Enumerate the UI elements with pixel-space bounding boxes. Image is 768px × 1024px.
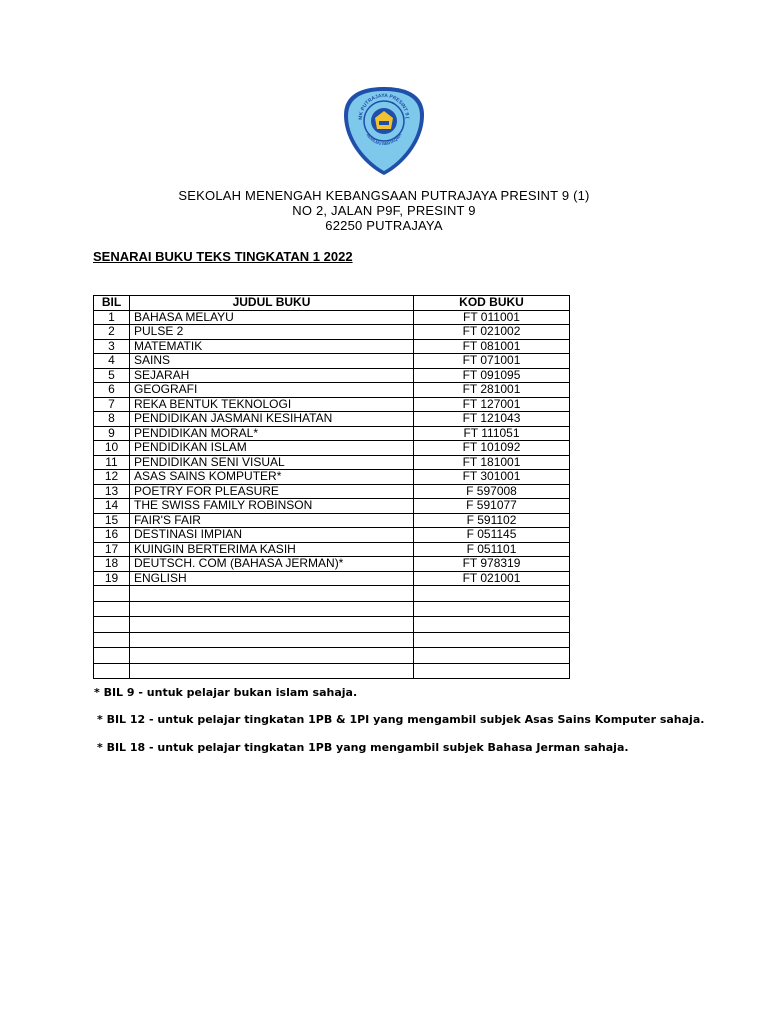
table-row (94, 354, 570, 369)
cell-judul-buku: PENDIDIKAN MORAL* (130, 426, 414, 441)
table-row (94, 513, 570, 528)
cell-bil: 3 (94, 339, 130, 354)
table-row (94, 397, 570, 412)
cell-kod-buku: FT 011001 (414, 310, 570, 325)
cell-bil (94, 663, 130, 679)
cell-judul-buku (130, 648, 414, 664)
cell-kod-buku (414, 601, 570, 617)
header-kod-buku: KOD BUKU (414, 296, 570, 311)
cell-kod-buku: FT 071001 (414, 354, 570, 369)
table-row (94, 632, 570, 648)
school-name: SEKOLAH MENENGAH KEBANGSAAN PUTRAJAYA PRESINT 9 (1) (178, 188, 590, 203)
cell-judul-buku (130, 632, 414, 648)
cell-kod-buku: FT 978319 (414, 557, 570, 572)
school-address-block (0, 188, 768, 233)
table-row (94, 617, 570, 633)
cell-bil: 16 (94, 528, 130, 543)
address-line-2: 62250 PUTRAJAYA (325, 218, 443, 233)
cell-bil: 7 (94, 397, 130, 412)
table-row (94, 310, 570, 325)
cell-bil: 5 (94, 368, 130, 383)
cell-bil: 8 (94, 412, 130, 427)
cell-judul-buku: PULSE 2 (130, 325, 414, 340)
header-judul-buku: JUDUL BUKU (130, 296, 414, 311)
cell-bil (94, 648, 130, 664)
cell-judul-buku: PENDIDIKAN ISLAM (130, 441, 414, 456)
school-crest-logo (342, 85, 426, 177)
table-row (94, 383, 570, 398)
cell-kod-buku (414, 617, 570, 633)
table-row (94, 325, 570, 340)
cell-bil: 12 (94, 470, 130, 485)
cell-judul-buku: BAHASA MELAYU (130, 310, 414, 325)
cell-judul-buku: POETRY FOR PLEASURE (130, 484, 414, 499)
cell-bil: 13 (94, 484, 130, 499)
table-row (94, 557, 570, 572)
cell-bil: 10 (94, 441, 130, 456)
cell-judul-buku: MATEMATIK (130, 339, 414, 354)
cell-bil: 2 (94, 325, 130, 340)
table-row (94, 339, 570, 354)
cell-bil: 4 (94, 354, 130, 369)
cell-kod-buku: F 597008 (414, 484, 570, 499)
cell-judul-buku: PENDIDIKAN SENI VISUAL (130, 455, 414, 470)
cell-kod-buku: FT 101092 (414, 441, 570, 456)
svg-text:BERILMU BERTAQWA: BERILMU BERTAQWA (365, 132, 403, 147)
cell-kod-buku (414, 648, 570, 664)
cell-judul-buku: ASAS SAINS KOMPUTER* (130, 470, 414, 485)
table-row (94, 601, 570, 617)
table-row (94, 648, 570, 664)
table-row (94, 470, 570, 485)
cell-judul-buku: SEJARAH (130, 368, 414, 383)
header-bil: BIL (94, 296, 130, 311)
cell-judul-buku (130, 601, 414, 617)
cell-judul-buku: FAIR'S FAIR (130, 513, 414, 528)
table-row (94, 441, 570, 456)
cell-kod-buku: FT 121043 (414, 412, 570, 427)
svg-text:SMK PUTRAJAYA PRESINT 9 (1): MK PUTRAJAYA PRESINT 9 ( (357, 92, 411, 120)
footnote-bil-12: * BIL 12 - untuk pelajar tingkatan 1PB & 1PI yang mengambil subjek Asas Sains Komputer sahaja. (97, 713, 705, 726)
cell-bil: 17 (94, 542, 130, 557)
cell-kod-buku: FT 111051 (414, 426, 570, 441)
table-row (94, 484, 570, 499)
cell-kod-buku: F 591077 (414, 499, 570, 514)
table-row (94, 455, 570, 470)
table-row (94, 571, 570, 586)
table-row (94, 499, 570, 514)
cell-kod-buku: F 051101 (414, 542, 570, 557)
cell-kod-buku: FT 301001 (414, 470, 570, 485)
table-body (94, 310, 570, 679)
cell-kod-buku (414, 586, 570, 602)
cell-kod-buku: F 591102 (414, 513, 570, 528)
cell-bil: 1 (94, 310, 130, 325)
cell-kod-buku: FT 021001 (414, 571, 570, 586)
cell-bil (94, 586, 130, 602)
cell-judul-buku: GEOGRAFI (130, 383, 414, 398)
table-row (94, 426, 570, 441)
table-header-row (94, 296, 570, 311)
cell-judul-buku: THE SWISS FAMILY ROBINSON (130, 499, 414, 514)
footnote-bil-18: * BIL 18 - untuk pelajar tingkatan 1PB yang mengambil subjek Bahasa Jerman sahaja. (97, 741, 629, 754)
cell-judul-buku: REKA BENTUK TEKNOLOGI (130, 397, 414, 412)
cell-judul-buku: PENDIDIKAN JASMANI KESIHATAN (130, 412, 414, 427)
cell-bil: 9 (94, 426, 130, 441)
cell-bil (94, 601, 130, 617)
table-row (94, 368, 570, 383)
cell-judul-buku: ENGLISH (130, 571, 414, 586)
cell-kod-buku: FT 281001 (414, 383, 570, 398)
table-row (94, 542, 570, 557)
address-line-1: NO 2, JALAN P9F, PRESINT 9 (292, 203, 476, 218)
cell-judul-buku (130, 586, 414, 602)
table-row (94, 663, 570, 679)
cell-judul-buku: DESTINASI IMPIAN (130, 528, 414, 543)
textbook-table (93, 295, 570, 679)
cell-kod-buku: FT 091095 (414, 368, 570, 383)
table-row (94, 586, 570, 602)
cell-bil: 11 (94, 455, 130, 470)
cell-kod-buku (414, 663, 570, 679)
cell-kod-buku: FT 081001 (414, 339, 570, 354)
cell-bil: 14 (94, 499, 130, 514)
cell-bil (94, 632, 130, 648)
cell-judul-buku: SAINS (130, 354, 414, 369)
cell-kod-buku: FT 021002 (414, 325, 570, 340)
cell-bil: 6 (94, 383, 130, 398)
cell-bil: 18 (94, 557, 130, 572)
cell-kod-buku: FT 181001 (414, 455, 570, 470)
cell-bil (94, 617, 130, 633)
cell-bil: 19 (94, 571, 130, 586)
cell-bil: 15 (94, 513, 130, 528)
cell-judul-buku (130, 617, 414, 633)
cell-judul-buku (130, 663, 414, 679)
cell-kod-buku (414, 632, 570, 648)
cell-judul-buku: DEUTSCH. COM (BAHASA JERMAN)* (130, 557, 414, 572)
cell-kod-buku: F 051145 (414, 528, 570, 543)
table-row (94, 528, 570, 543)
footnote-bil-9: * BIL 9 - untuk pelajar bukan islam sahaja. (94, 686, 358, 699)
cell-kod-buku: FT 127001 (414, 397, 570, 412)
cell-judul-buku: KUINGIN BERTERIMA KASIH (130, 542, 414, 557)
list-title: SENARAI BUKU TEKS TINGKATAN 1 2022 (93, 249, 353, 264)
table-row (94, 412, 570, 427)
